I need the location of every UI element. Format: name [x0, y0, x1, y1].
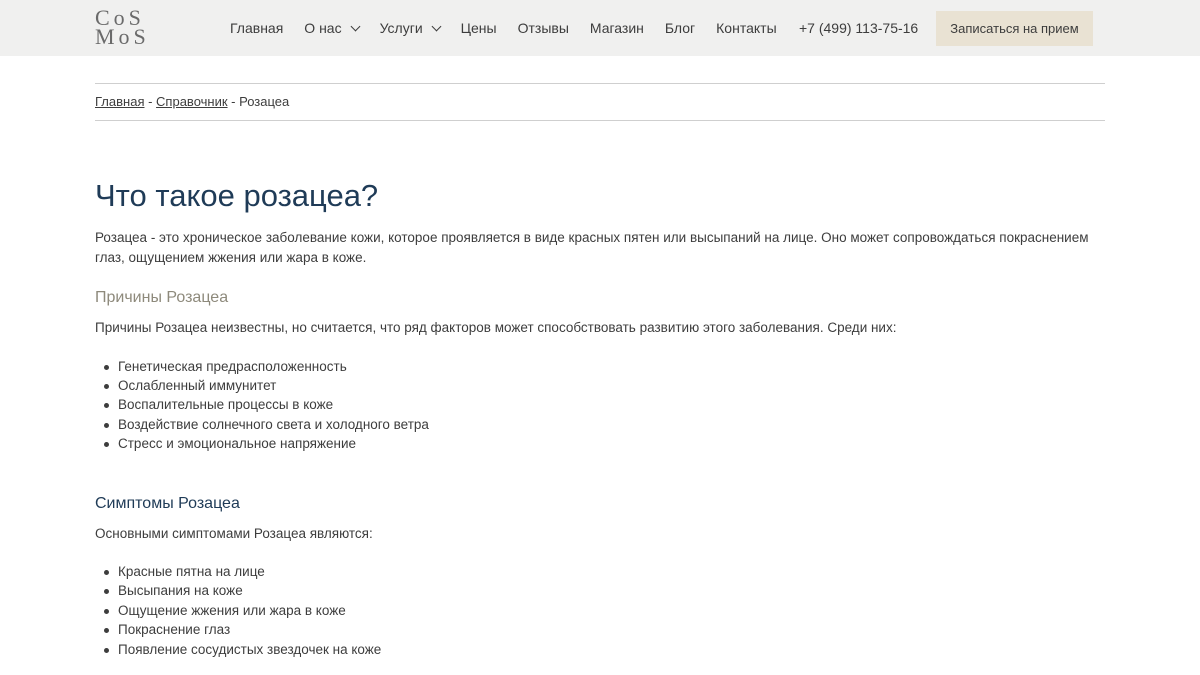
logo-top-line: CoS	[95, 5, 145, 30]
nav-item-blog[interactable]	[665, 20, 695, 36]
chevron-down-icon	[431, 21, 441, 31]
nav-item-label: Главная	[230, 20, 284, 36]
causes-heading: Причины Розацеа	[95, 289, 229, 306]
nav-item-about[interactable]	[304, 20, 358, 36]
phone-link[interactable]: +7 (499) 113-75-16	[799, 20, 919, 36]
nav-item-label: Контакты	[716, 20, 777, 36]
nav-item-label: О нас	[304, 20, 342, 36]
list-item: Воспалительные процессы в коже	[95, 395, 1105, 414]
list-item: Покраснение глаз	[95, 620, 1105, 639]
list-item: Стресс и эмоциональное напряжение	[95, 434, 1105, 453]
book-appointment-button[interactable]: Записаться на прием	[936, 11, 1093, 46]
nav-item-shop[interactable]	[590, 20, 644, 36]
list-item: Воздействие солнечного света и холодного ветра	[95, 415, 1105, 434]
breadcrumb-section-link[interactable]: Справочник	[156, 94, 228, 109]
breadcrumb-separator: -	[144, 94, 157, 109]
causes-list	[95, 357, 1105, 454]
page-title: Что такое розацеа?	[95, 178, 379, 213]
list-item: Генетическая предрасположенность	[95, 357, 1105, 376]
nav-item-home[interactable]	[230, 20, 283, 36]
nav-item-reviews[interactable]	[518, 20, 569, 36]
breadcrumb-current: Розацеа	[239, 94, 290, 109]
causes-paragraph: Причины Розацеа неизвестны, но считается, что ряд факторов может способствовать развитию этого заболевания. Среди них:	[95, 320, 897, 335]
article-content	[95, 178, 1105, 659]
breadcrumb	[95, 94, 289, 109]
nav-item-label: Блог	[664, 20, 696, 36]
main-nav	[230, 0, 798, 56]
cosmos-logo[interactable]	[95, 5, 161, 49]
list-item: Ощущение жжения или жара в коже	[95, 601, 1105, 620]
nav-item-label: Магазин	[589, 20, 644, 36]
nav-item-contacts[interactable]	[716, 20, 776, 36]
nav-item-label: Услуги	[379, 20, 423, 36]
list-item: Ослабленный иммунитет	[95, 376, 1105, 395]
symptoms-list	[95, 562, 1105, 659]
list-item: Красные пятна на лице	[95, 562, 1105, 581]
nav-item-label: Отзывы	[517, 20, 569, 36]
breadcrumb-home-link[interactable]: Главная	[95, 94, 145, 109]
breadcrumb-top-divider	[95, 83, 1105, 84]
nav-item-label: Цены	[460, 20, 497, 36]
nav-item-services[interactable]	[380, 20, 440, 36]
chevron-down-icon	[350, 21, 360, 31]
site-header	[0, 0, 1200, 56]
logo-bottom-line: MoS	[95, 24, 150, 49]
symptoms-paragraph: Основными симптомами Розацеа являются:	[95, 525, 373, 541]
breadcrumb-bottom-divider	[95, 120, 1105, 121]
list-item: Появление сосудистых звездочек на коже	[95, 640, 1105, 659]
nav-item-prices[interactable]	[461, 20, 497, 36]
breadcrumb-separator: -	[227, 94, 240, 109]
symptoms-heading: Симптомы Розацеа	[95, 494, 240, 512]
list-item: Высыпания на коже	[95, 581, 1105, 600]
intro-paragraph: Розацеа - это хроническое заболевание кожи, которое проявляется в виде красных пятен или высыпаний на лице. Оно может сопровождаться покраснением глаз, ощущением жжения или жара в коже.	[95, 230, 1089, 265]
